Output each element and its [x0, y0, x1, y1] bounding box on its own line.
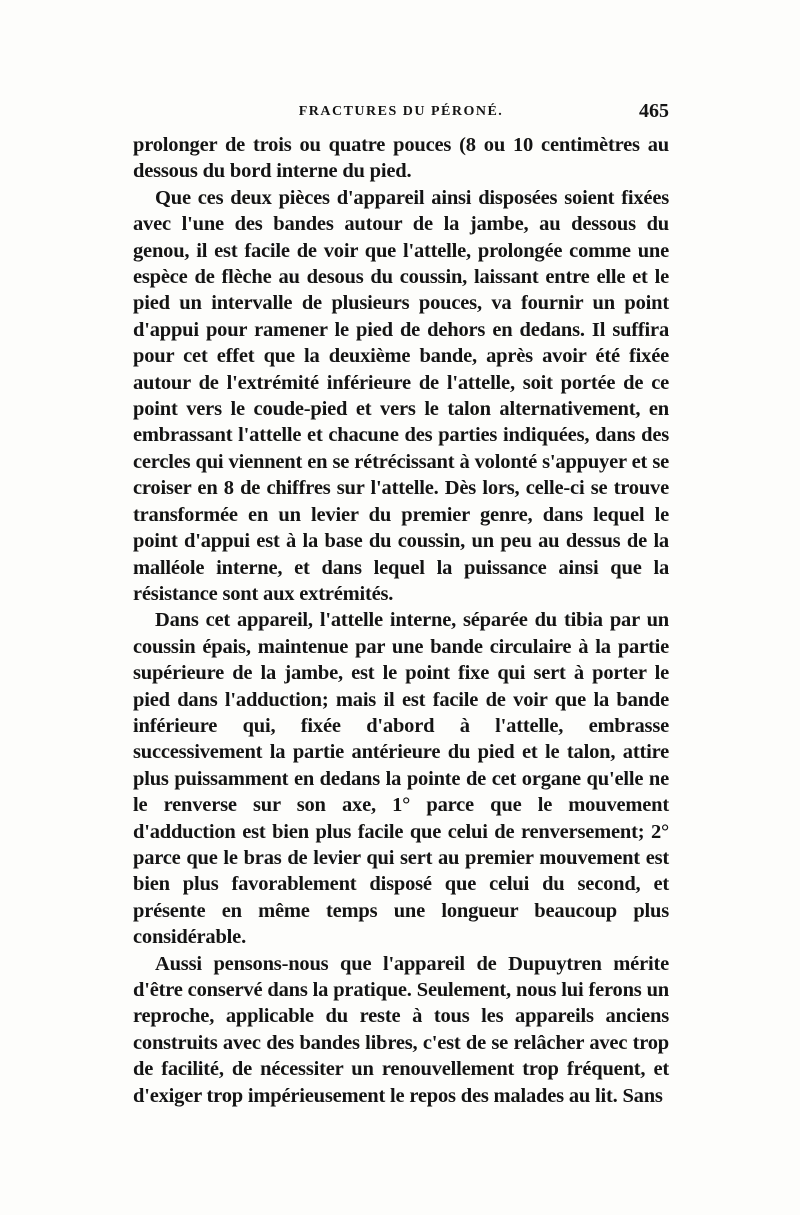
body-text [133, 132, 669, 1109]
paragraph-attelle-interne: Dans cet appareil, l'attelle interne, séparée du tibia par un coussin épais, maintenue par une bande circulaire à la partie supérieure de la jambe, est le point fixe qui sert à porter le pied dans l'adduction; mais il est facile de voir que la bande inférieure qui, fixée d'abord à l'attelle, embrasse successivement la partie antérieure du pied et le talon, attire plus puissamment en dedans la pointe de cet organe qu'elle ne le renverse sur son axe, 1° parce que le mouvement d'adduction est bien plus facile que celui de renversement; 2° parce que le bras de levier qui sert au premier mouvement est bien plus favorablement disposé que celui du second, et présente en même temps une longueur beaucoup plus considérable. [133, 609, 669, 949]
page-number: 465 [639, 100, 669, 122]
running-head [133, 102, 669, 126]
running-title: FRACTURES DU PÉRONÉ. [298, 104, 504, 119]
paragraph-continuation: prolonger de trois ou quatre pouces (8 ou 10 centimètres au dessous du bord interne du pied. [133, 134, 669, 183]
paragraph-appareil-description: Que ces deux pièces d'appareil ainsi disposées soient fixées avec l'une des bandes autour de la jambe, au dessous du genou, il est facile de voir que l'attelle, prolongée comme une espèce de flèche au desous du coussin, laissant entre elle et le pied un intervalle de plusieurs pouces, va fournir un point d'appui pour ramener le pied de dehors en dedans. Il suffira pour cet effet que la deuxième bande, après avoir été fixée autour de l'extrémité inférieure de l'attelle, soit portée de ce point vers le coude-pied et vers le talon alternativement, en embrassant l'attelle et chacune des parties indiquées, dans des cercles qui viennent en se rétrécissant à volonté s'appuyer et se croiser en 8 de chiffres sur l'attelle. Dès lors, celle-ci se trouve transformée en un levier du premier genre, dans lequel le point d'appui est à la base du coussin, un peu au dessus de la malléole interne, et dans lequel la puissance ainsi que la résistance sont aux extrémités. [133, 186, 669, 605]
paragraph-dupuytren: Aussi pensons-nous que l'appareil de Dupuytren mérite d'être conservé dans la pratique. Seulement, nous lui ferons un reproche, applicable du reste à tous les appareils anciens construits avec des bandes libres, c'est de se relâcher avec trop de facilité, de nécessiter un renouvellement trop fréquent, et d'exiger trop impérieusement le repos des malades au lit. Sans [133, 952, 669, 1107]
